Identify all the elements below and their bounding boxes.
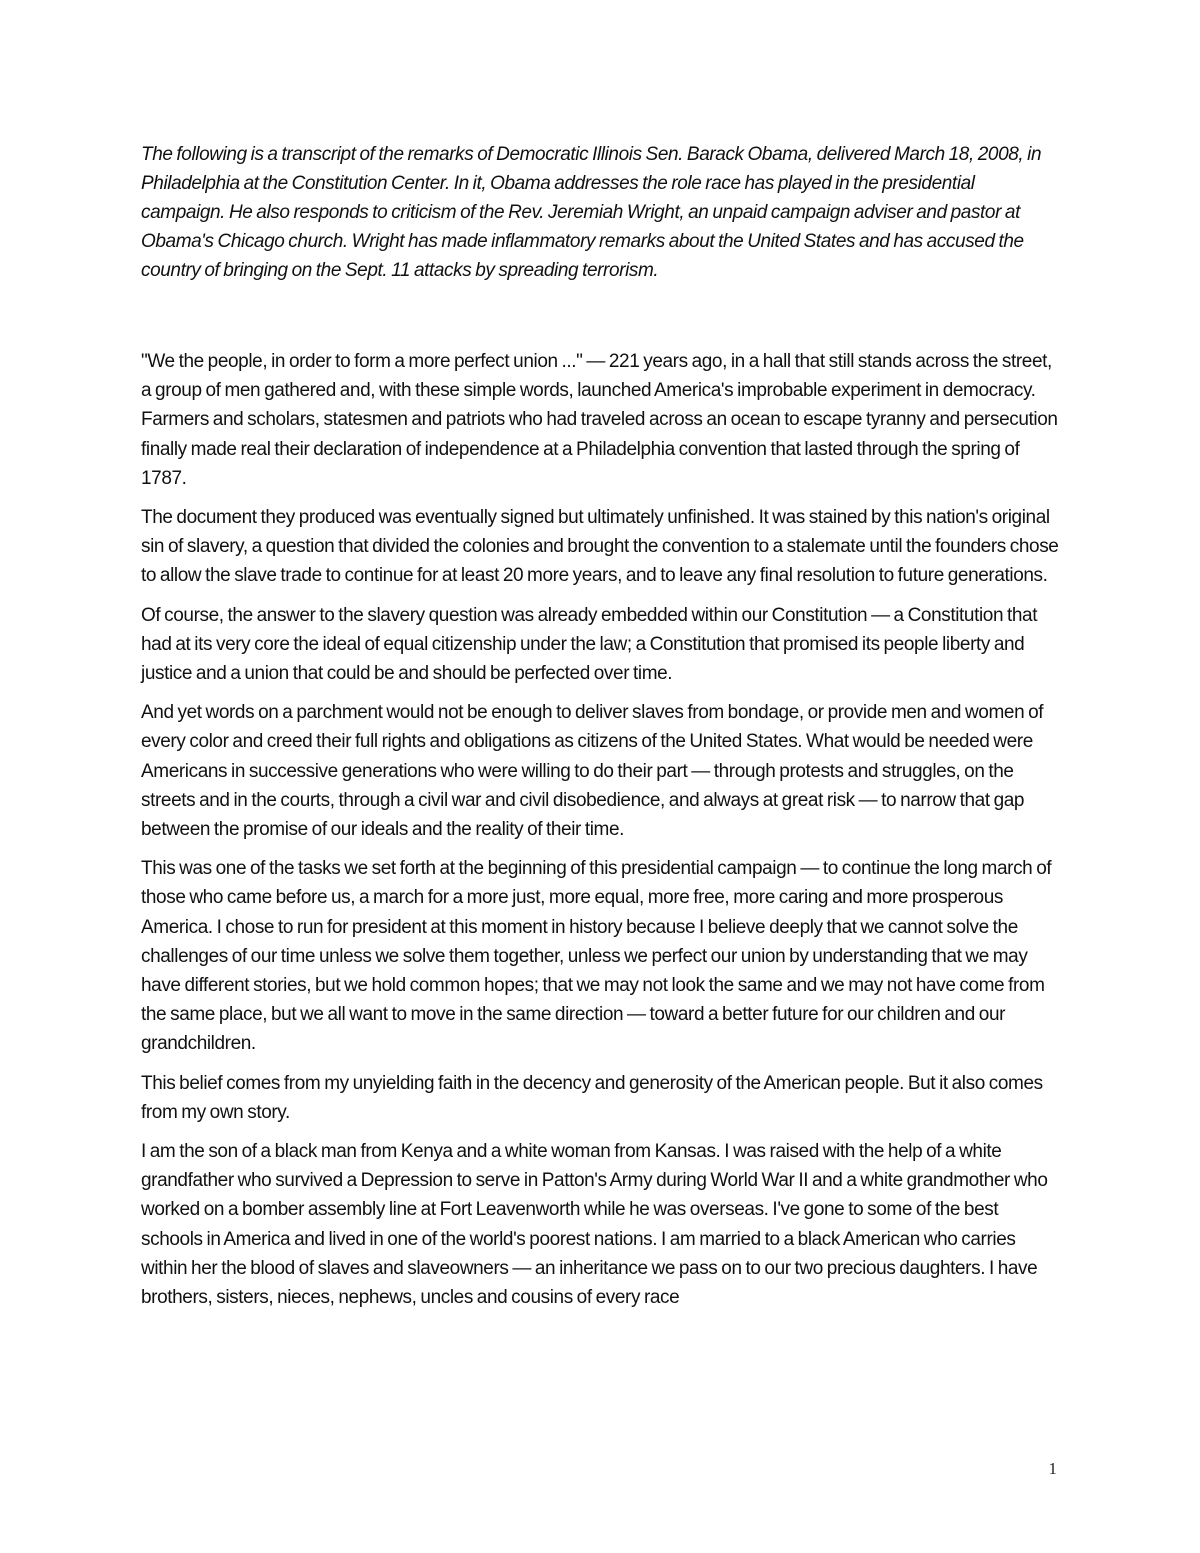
paragraph: And yet words on a parchment would not be enough to deliver slaves from bondage, or provide men and women of every color and creed their full rights and obligations as citizens of the United States. What would be needed were Americans in successive generations who were willing to do their part — through protests and struggles, on the streets and in the courts, through a civil war and civil disobedience, and always at great risk — to narrow that gap between the promise of our ideals and the reality of their time. xyxy=(141,702,1044,841)
paragraph: This belief comes from my unyielding faith in the decency and generosity of the American people. But it also comes from my own story. xyxy=(141,1072,1043,1123)
paragraph: The document they produced was eventually signed but ultimately unfinished. It was stained by this nation's original sin of slavery, a question that divided the colonies and brought the convention to a stalemate until the founders chose to allow the slave trade to continue for at least 20 more years, and to leave any final resolution to future generations. xyxy=(141,507,1059,587)
paragraph: This was one of the tasks we set forth at the beginning of this presidential campaign — to continue the long march of those who came before us, a march for a more just, more equal, more free, more caring and more prosperous America. I chose to run for president at this moment in history because I believe deeply that we cannot solve the challenges of our time unless we solve them together, unless we perfect our union by understanding that we may have different stories, but we hold common hopes; that we may not look the same and we may not have come from the same place, but we all want to move in the same direction — toward a better future for our children and our grandchildren. xyxy=(141,858,1052,1055)
page-number: 1 xyxy=(1048,1459,1057,1478)
paragraph: "We the people, in order to form a more perfect union ..." — 221 years ago, in a hall that still stands across the street, a group of men gathered and, with these simple words, launched America's improbable experiment in democracy. Farmers and scholars, statesmen and patriots who had traveled across an ocean to escape tyranny and persecution finally made real their declaration of independence at a Philadelphia convention that lasted through the spring of 1787. xyxy=(141,351,1058,489)
paragraph: I am the son of a black man from Kenya and a white woman from Kansas. I was raised with the help of a white grandfather who survived a Depression to serve in Patton's Army during World War II and a white grandmother who worked on a bomber assembly line at Fort Leavenworth while he was overseas. I've gone to some of the best schools in America and lived in one of the world's poorest nations. I am married to a black American who carries within her the blood of slaves and slaveowners — an inheritance we pass on to our two precious daughters. I have brothers, sisters, nieces, nephews, uncles and cousins of every race xyxy=(141,1141,1048,1309)
intro-paragraph: The following is a transcript of the remarks of Democratic Illinois Sen. Barack Obama, delivered March 18, 2008, in Philadelphia at the Constitution Center. In it, Obama addresses the role race has played in the presidential campaign. He also responds to criticism of the Rev. Jeremiah Wright, an unpaid campaign adviser and pastor at Obama's Chicago church. Wright has made inflammatory remarks about the United States and has accused the country of bringing on the Sept. 11 attacks by spreading terrorism. xyxy=(141,144,1042,281)
paragraph: Of course, the answer to the slavery question was already embedded within our Constitution — a Constitution that had at its very core the ideal of equal citizenship under the law; a Constitution that promised its people liberty and justice and a union that could be and should be perfected over time. xyxy=(141,604,1038,685)
transcript-body xyxy=(141,347,1061,1322)
